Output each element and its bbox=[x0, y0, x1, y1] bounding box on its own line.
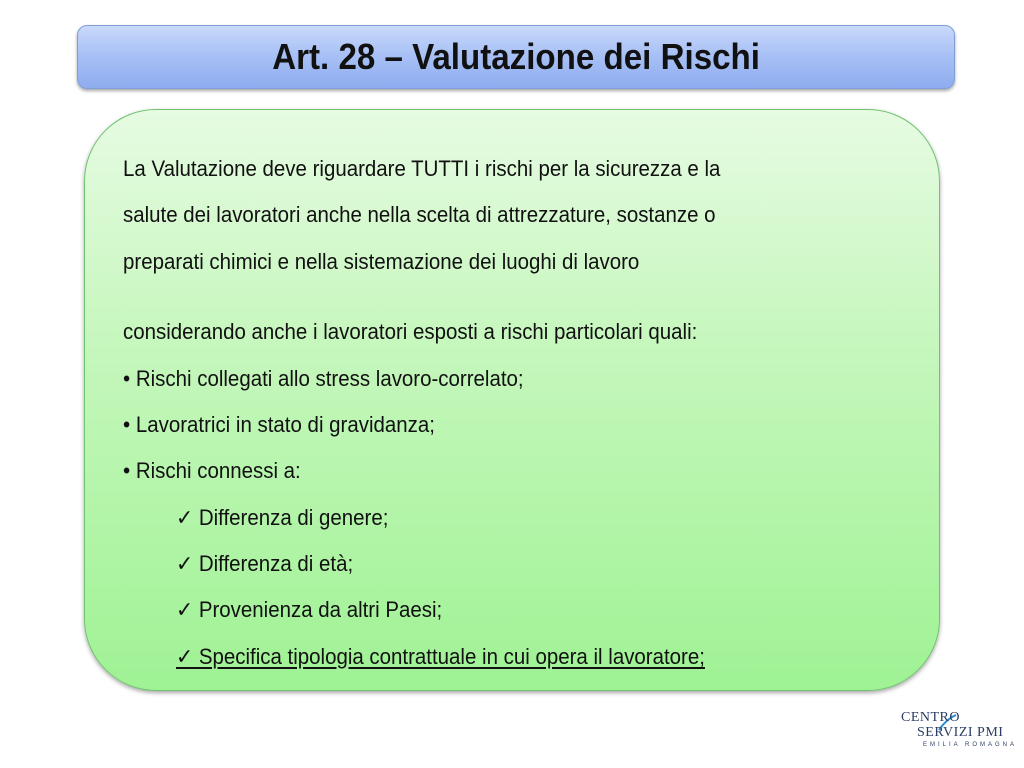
logo-line-centro: CENTRO bbox=[901, 710, 960, 725]
check-item-origin: ✓ Provenienza da altri Paesi; bbox=[176, 597, 443, 622]
paragraph-line-3: preparati chimici e nella sistemazione dei luoghi di lavoro bbox=[123, 249, 640, 274]
check-item-gender: ✓ Differenza di genere; bbox=[176, 505, 389, 530]
check-item-age: ✓ Differenza di età; bbox=[176, 551, 354, 576]
slide-title-bar bbox=[77, 25, 955, 89]
paragraph-line-2: salute dei lavoratori anche nella scelta di attrezzature, sostanze o bbox=[123, 202, 716, 227]
bullet-item-connected-risks: • Rischi connessi a: bbox=[123, 458, 301, 483]
slide-title: Art. 28 – Valutazione dei Rischi bbox=[272, 36, 760, 77]
logo-line-region: EMILIA ROMAGNA bbox=[923, 742, 1018, 748]
bullet-item-pregnancy: • Lavoratrici in stato di gravidanza; bbox=[123, 412, 435, 437]
intro-line: considerando anche i lavoratori esposti a rischi particolari quali: bbox=[123, 319, 698, 344]
paragraph-line-1: La Valutazione deve riguardare TUTTI i rischi per la sicurezza e la bbox=[123, 156, 721, 181]
logo-line-servizi: SERVIZI PMI bbox=[917, 725, 1004, 740]
check-item-contract-type: ✓ Specifica tipologia contrattuale in cui opera il lavoratore; bbox=[176, 644, 705, 669]
bullet-item-stress: • Rischi collegati allo stress lavoro-correlato; bbox=[123, 366, 524, 391]
company-logo bbox=[893, 700, 1018, 760]
